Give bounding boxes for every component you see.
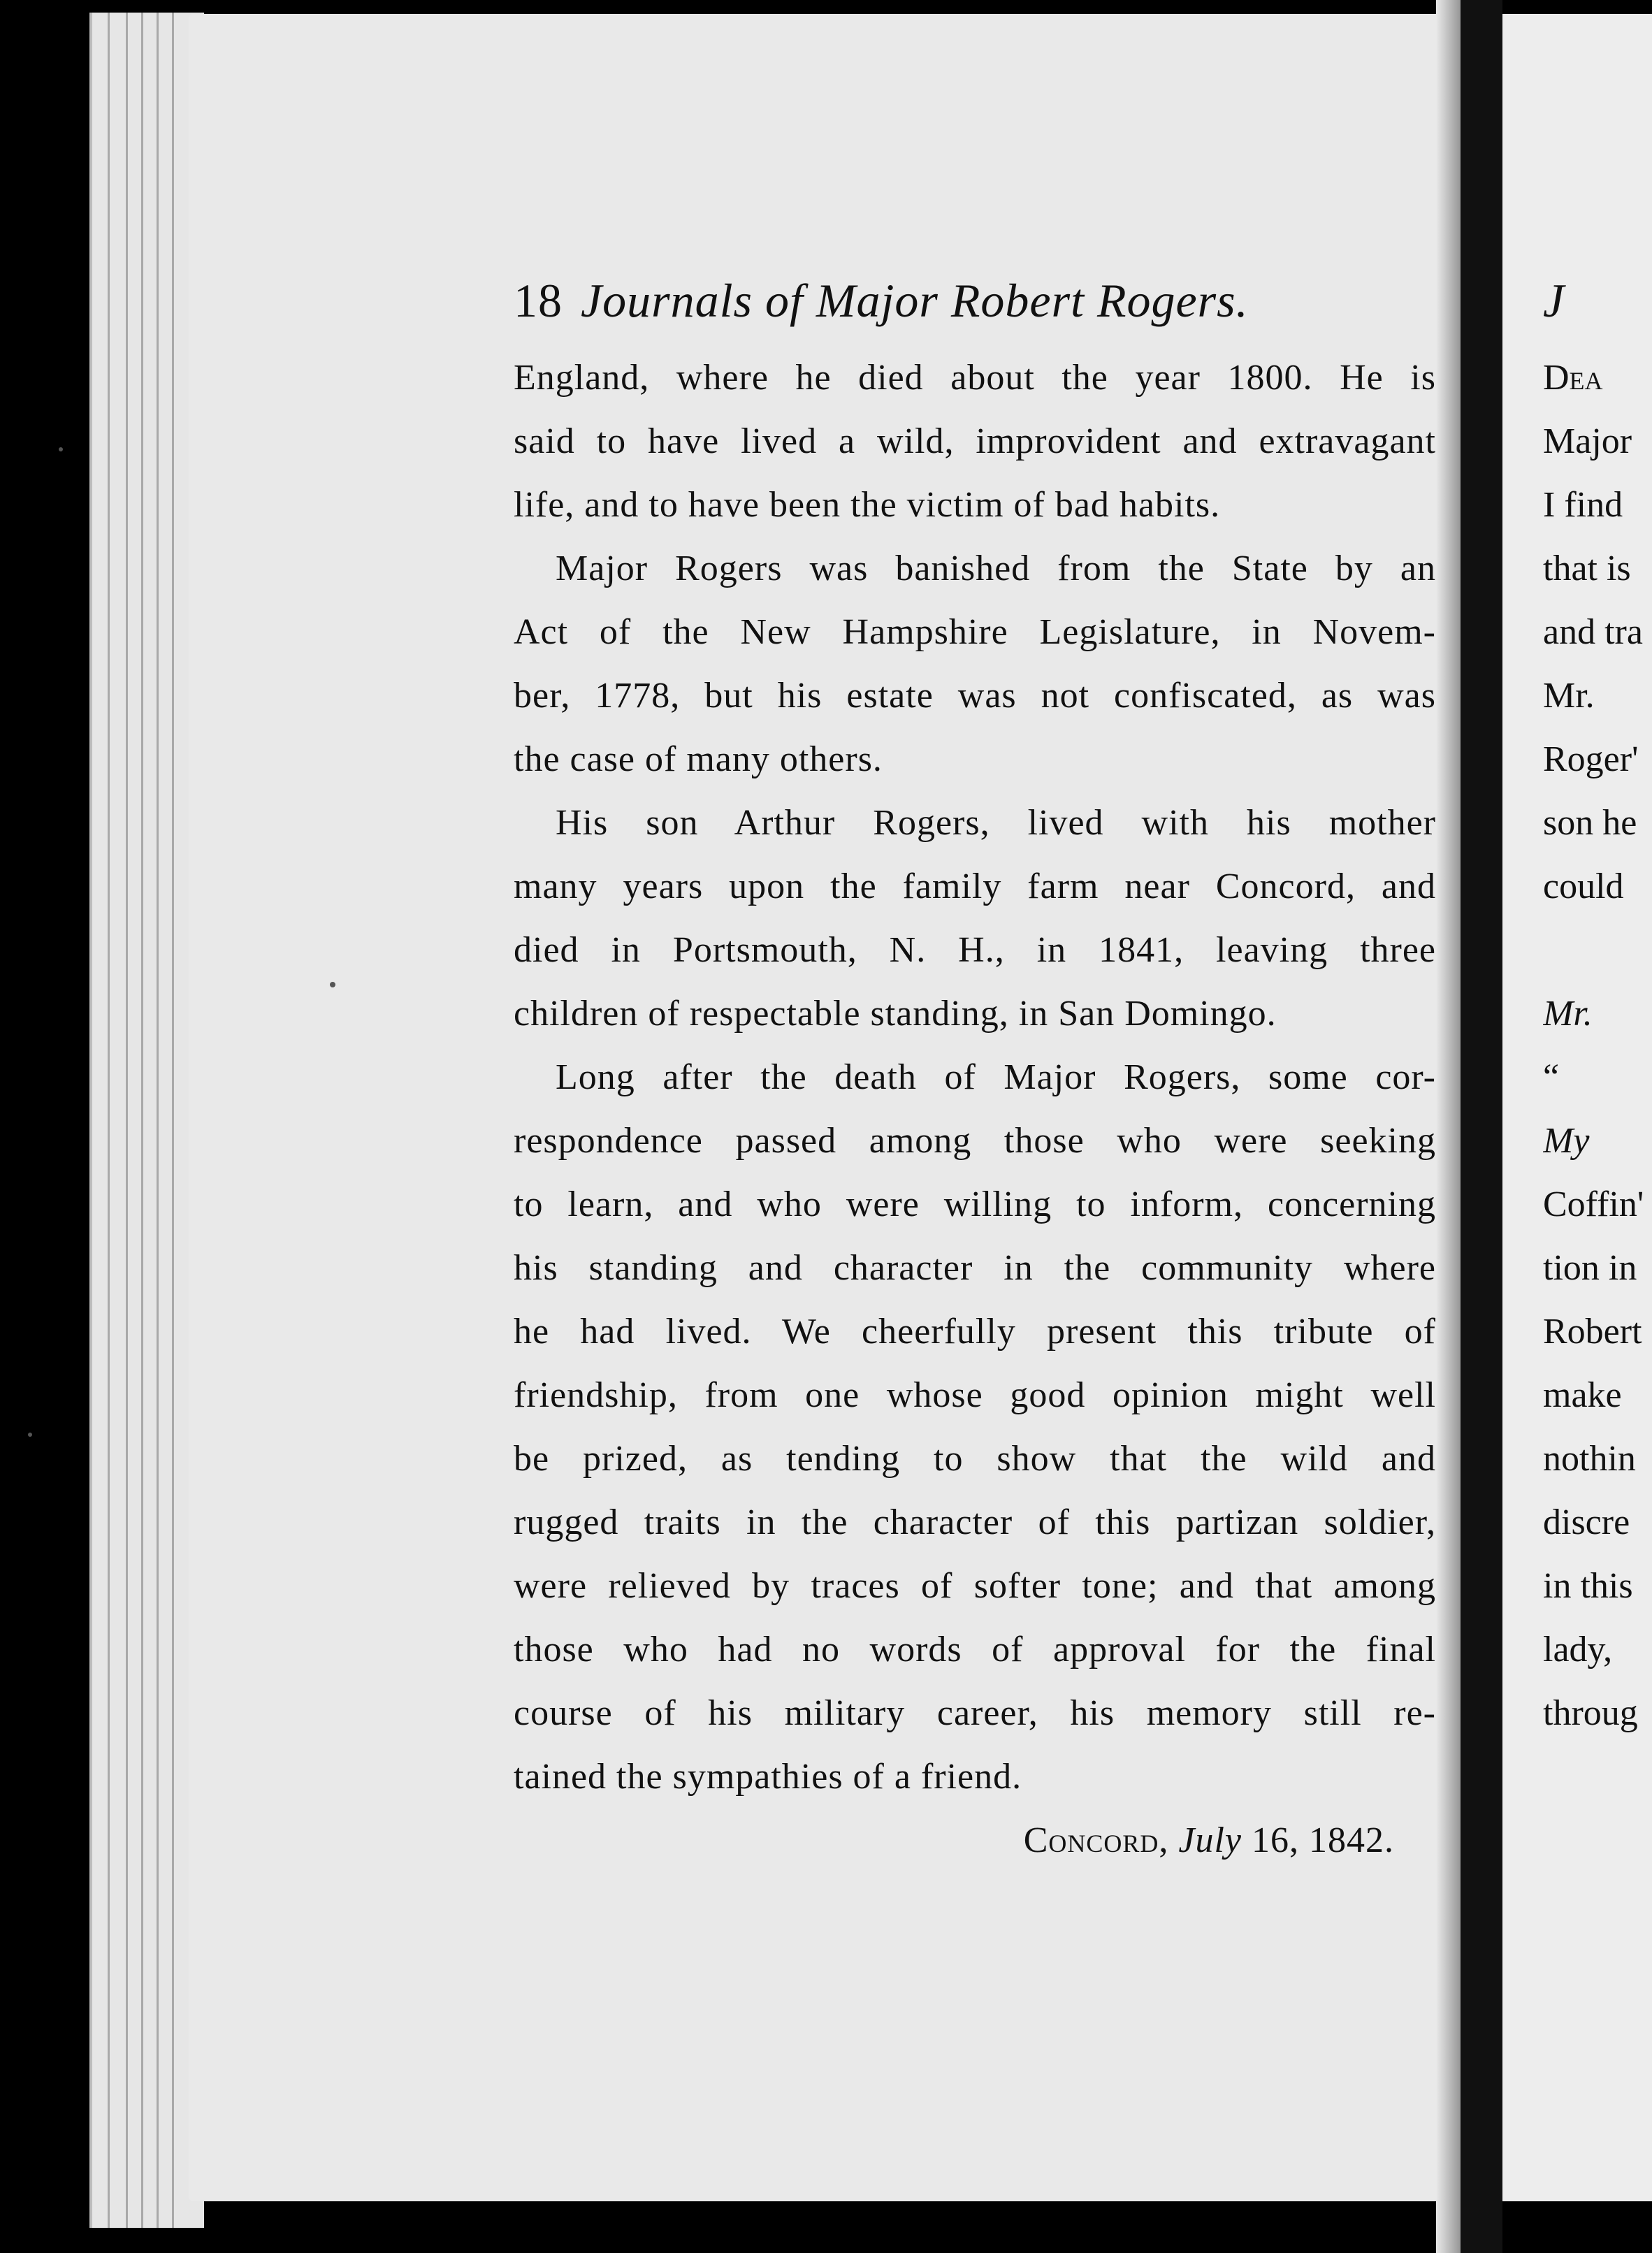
right-text-fragment: I find bbox=[1543, 485, 1623, 525]
speck bbox=[330, 982, 335, 987]
text-line: England, where he died about the year 1800. He is bbox=[514, 358, 1436, 398]
dateline bbox=[514, 1809, 1436, 1872]
gutter-shadow bbox=[1436, 0, 1464, 2253]
text-line: respondence passed among those who were seeking bbox=[514, 1121, 1436, 1161]
right-text-fragment: “ bbox=[1543, 1057, 1560, 1097]
text-line: died in Portsmouth, N. H., in 1841, leaving three bbox=[514, 930, 1436, 970]
right-text-fragment: Mr. bbox=[1543, 676, 1595, 716]
speck bbox=[59, 447, 63, 451]
text-line: many years upon the family farm near Concord, and bbox=[514, 867, 1436, 906]
right-text-fragment: Major bbox=[1543, 421, 1632, 461]
right-text-fragment: that is bbox=[1543, 549, 1631, 588]
right-text-fragment: make bbox=[1543, 1375, 1622, 1415]
page-edge-line bbox=[141, 13, 143, 2228]
running-title: Journals of Major Robert Rogers. bbox=[581, 274, 1249, 327]
right-text-fragment: Roger' bbox=[1543, 739, 1639, 779]
right-text-fragment: nothin bbox=[1543, 1439, 1636, 1479]
right-text-fragment: in this bbox=[1543, 1566, 1633, 1606]
right-running-title: J bbox=[1543, 274, 1565, 327]
text-line: Major Rogers was banished from the State by an bbox=[556, 549, 1436, 588]
page-edge-line bbox=[108, 13, 110, 2228]
text-line: Long after the death of Major Rogers, some cor- bbox=[556, 1057, 1436, 1097]
text-line: Act of the New Hampshire Legislature, in Novem- bbox=[514, 612, 1436, 652]
right-text-fragment bbox=[1543, 918, 1652, 982]
page-edge-line bbox=[126, 13, 128, 2228]
right-text-fragment: Mr. bbox=[1543, 994, 1593, 1034]
right-text-fragment: discre bbox=[1543, 1502, 1630, 1542]
page-edge-line bbox=[172, 13, 174, 2228]
dateline-place: Concord, bbox=[1023, 1820, 1169, 1860]
text-line: tained the sympathies of a friend. bbox=[514, 1757, 1022, 1797]
text-line: course of his military career, his memory still re- bbox=[514, 1693, 1436, 1733]
right-text-fragment: and tra bbox=[1543, 612, 1643, 652]
right-text-fragment: Coffin' bbox=[1543, 1185, 1644, 1224]
text-line: be prized, as tending to show that the wild and bbox=[514, 1439, 1436, 1479]
stacked-page-edges bbox=[89, 13, 204, 2228]
text-line: were relieved by traces of softer tone; and that among bbox=[514, 1566, 1436, 1606]
running-head bbox=[514, 269, 1436, 346]
right-text-fragment: throug bbox=[1543, 1693, 1638, 1733]
text-line: rugged traits in the character of this partizan soldier, bbox=[514, 1502, 1436, 1542]
text-line: the case of many others. bbox=[514, 739, 883, 779]
text-line: life, and to have been the victim of bad habits. bbox=[514, 485, 1221, 525]
text-line: children of respectable standing, in San Domingo. bbox=[514, 994, 1277, 1034]
right-text-fragment: Robert bbox=[1543, 1312, 1642, 1352]
text-line: he had lived. We cheerfully present this tribute of bbox=[514, 1312, 1436, 1352]
right-body-text bbox=[1543, 346, 1652, 1745]
right-text-fragment: Dea bbox=[1543, 358, 1603, 398]
dateline-month: July bbox=[1178, 1820, 1242, 1860]
right-text-fragment: tion in bbox=[1543, 1248, 1637, 1288]
text-line: His son Arthur Rogers, lived with his mother bbox=[556, 803, 1436, 843]
right-text-fragment: could bbox=[1543, 867, 1624, 906]
right-page-text bbox=[1543, 269, 1652, 1745]
page-number: 18 bbox=[514, 274, 563, 327]
body-text bbox=[514, 346, 1436, 1809]
page-edge-line bbox=[157, 13, 159, 2228]
right-text-fragment: My bbox=[1543, 1121, 1590, 1161]
right-text-fragment: son he bbox=[1543, 803, 1637, 843]
text-line: said to have lived a wild, improvident and extravagant bbox=[514, 421, 1436, 461]
text-line: to learn, and who were willing to inform, concerning bbox=[514, 1185, 1436, 1224]
text-line: those who had no words of approval for the final bbox=[514, 1630, 1436, 1669]
left-page-text bbox=[514, 269, 1436, 1872]
right-text-fragment: lady, bbox=[1543, 1630, 1613, 1669]
text-line: friendship, from one whose good opinion might well bbox=[514, 1375, 1436, 1415]
text-line: ber, 1778, but his estate was not confiscated, as was bbox=[514, 676, 1436, 716]
dateline-day-year: 16, 1842. bbox=[1252, 1820, 1394, 1860]
text-line: his standing and character in the community where bbox=[514, 1248, 1436, 1288]
book-gutter bbox=[1461, 0, 1502, 2253]
speck bbox=[28, 1433, 32, 1437]
